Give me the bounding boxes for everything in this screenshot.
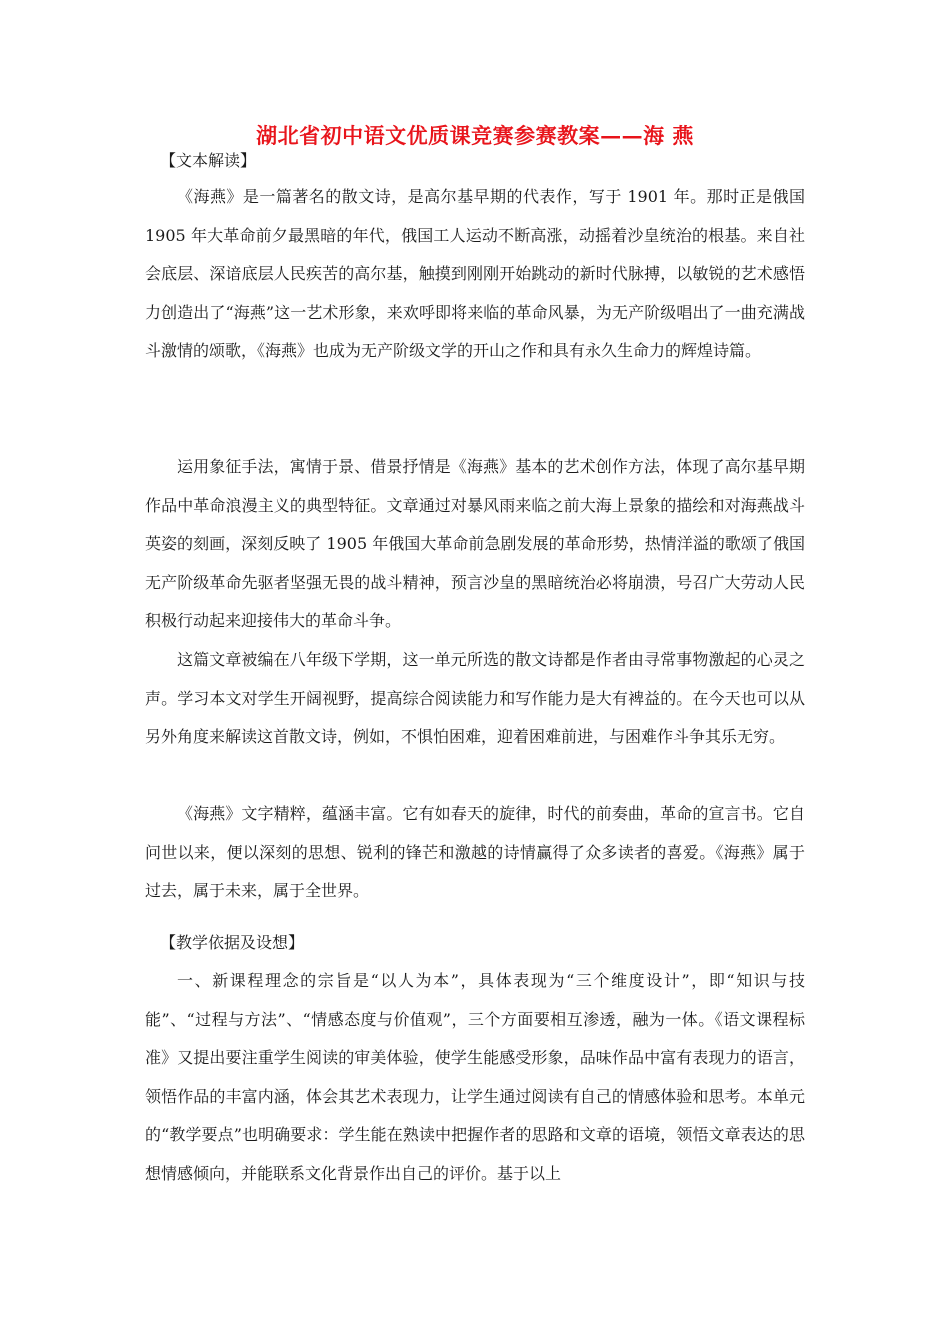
paragraph: 一、新课程理念的宗旨是“以人为本”，具体表现为“三个维度设计”，即“知识与技能”、“过程与方法”、“情感态度与价值观”，三个方面要相互渗透，融为一体。《语文课程标准》又提出要注重学生阅读的审美体验，使学生能感受形象，品味作品中富有表现力的语言，领悟作品的丰富内涵，体会其艺术表现力，让学生通过阅读有自己的情感体验和思考。本单元的“教学要点”也明确要求：学生能在熟读中把握作者的思路和文章的语境，领悟文章表达的思想情感倾向，并能联系文化背景作出自己的评价。基于以上: [145, 971, 805, 1183]
section-heading-teaching-basis: 【教学依据及设想】: [160, 933, 305, 952]
paragraph: 《海燕》是一篇著名的散文诗，是高尔基早期的代表作，写于 1901 年。那时正是俄国1905 年大革命前夕最黑暗的年代，俄国工人运动不断高涨，动摇着沙皇统治的根基。来自社会底层、深谙底层人民疾苦的高尔基，触摸到刚刚开始跳动的新时代脉搏，以敏锐的艺术感悟力创造出了“海燕”这一艺术形象，来欢呼即将来临的革命风暴，为无产阶级唱出了一曲充满战斗激情的颂歌，《海燕》也成为无产阶级文学的开山之作和具有永久生命力的辉煌诗篇。: [145, 187, 805, 361]
document-title: 湖北省初中语文优质课竞赛参赛教案——海 燕: [256, 123, 694, 148]
paragraph: 运用象征手法，寓情于景、借景抒情是《海燕》基本的艺术创作方法，体现了高尔基早期作品中革命浪漫主义的典型特征。文章通过对暴风雨来临之前大海上景象的描绘和对海燕战斗英姿的刻画，深刻反映了 1905 年俄国大革命前急剧发展的革命形势，热情洋溢的歌颂了俄国无产阶级革命先驱者坚强无畏的战斗精神，预言沙皇的黑暗统治必将崩溃，号召广大劳动人民积极行动起来迎接伟大的革命斗争。: [145, 457, 805, 631]
paragraph: 这篇文章被编在八年级下学期，这一单元所选的散文诗都是作者由寻常事物激起的心灵之声。学习本文对学生开阔视野，提高综合阅读能力和写作能力是大有裨益的。在今天也可以从另外角度来解读这首散文诗，例如，不惧怕困难，迎着困难前进，与困难作斗争其乐无穷。: [145, 650, 805, 747]
section-heading-text-interpretation: 【文本解读】: [160, 151, 257, 170]
paragraph: 《海燕》文字精粹，蕴涵丰富。它有如春天的旋律，时代的前奏曲，革命的宣言书。它自问世以来，便以深刻的思想、锐利的锋芒和激越的诗情赢得了众多读者的喜爱。《海燕》属于过去，属于未来，属于全世界。: [145, 804, 805, 901]
